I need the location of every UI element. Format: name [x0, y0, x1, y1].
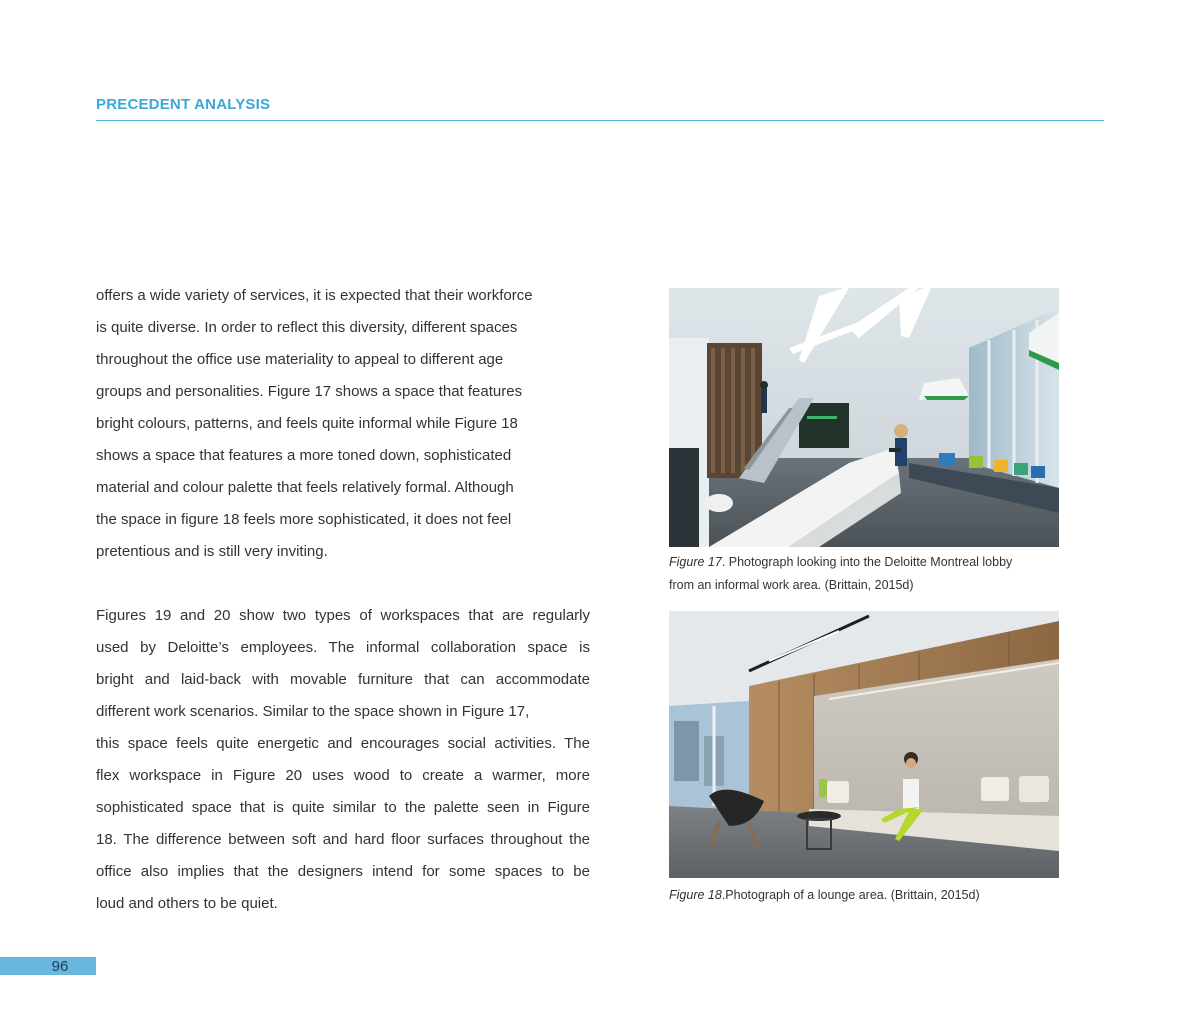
- text-line: office also implies that the designers intend for some spaces to be: [96, 863, 590, 880]
- body-paragraph-2: [96, 600, 590, 920]
- text-line: offers a wide variety of services, it is expected that their workforce: [96, 287, 533, 304]
- text-line: is quite diverse. In order to reflect this diversity, different spaces: [96, 319, 518, 336]
- header-divider: [96, 120, 1104, 121]
- text-line: used by Deloitte’s employees. The informal collaboration space is: [96, 639, 590, 656]
- text-line: pretentious and is still very inviting.: [96, 543, 328, 560]
- caption-text: .Photograph of a lounge area. (Brittain, 2015d): [721, 888, 980, 902]
- figure-18-label: Figure 18: [669, 888, 722, 902]
- caption-text: from an informal work area. (Brittain, 2015d): [669, 578, 914, 592]
- figure-17-caption: [669, 551, 1069, 597]
- body-paragraph-1: [96, 280, 590, 568]
- text-line: bright and laid-back with movable furniture that can accommodate: [96, 671, 590, 688]
- page-number: 96: [51, 958, 69, 975]
- text-line: shows a space that features a more toned down, sophisticated: [96, 447, 512, 464]
- section-title: PRECEDENT ANALYSIS: [96, 96, 271, 113]
- figure-17-label: Figure 17: [669, 555, 722, 569]
- text-line: material and colour palette that feels relatively formal. Although: [96, 479, 514, 496]
- page-number-tab: [0, 957, 96, 975]
- caption-text: . Photograph looking into the Deloitte Montreal lobby: [721, 555, 1013, 569]
- text-line: throughout the office use materiality to appeal to different age: [96, 351, 504, 368]
- text-line: flex workspace in Figure 20 uses wood to create a warmer, more: [96, 767, 590, 784]
- figure-18-photo: [669, 611, 1059, 878]
- text-line: groups and personalities. Figure 17 shows a space that features: [96, 383, 523, 400]
- text-line: this space feels quite energetic and encourages social activities. The: [96, 735, 590, 752]
- figure-17-photo: [669, 288, 1059, 547]
- text-line: Figures 19 and 20 show two types of workspaces that are regularly: [96, 607, 590, 624]
- text-line: different work scenarios. Similar to the space shown in Figure 17,: [96, 703, 530, 720]
- text-line: the space in figure 18 feels more sophisticated, it does not feel: [96, 511, 512, 528]
- text-line: bright colours, patterns, and feels quite informal while Figure 18: [96, 415, 518, 432]
- text-line: 18. The difference between soft and hard floor surfaces throughout the: [96, 831, 590, 848]
- text-line: sophisticated space that is quite similar to the palette seen in Figure: [96, 799, 590, 816]
- figure-18-caption: [669, 884, 1069, 907]
- text-line: loud and others to be quiet.: [96, 895, 278, 912]
